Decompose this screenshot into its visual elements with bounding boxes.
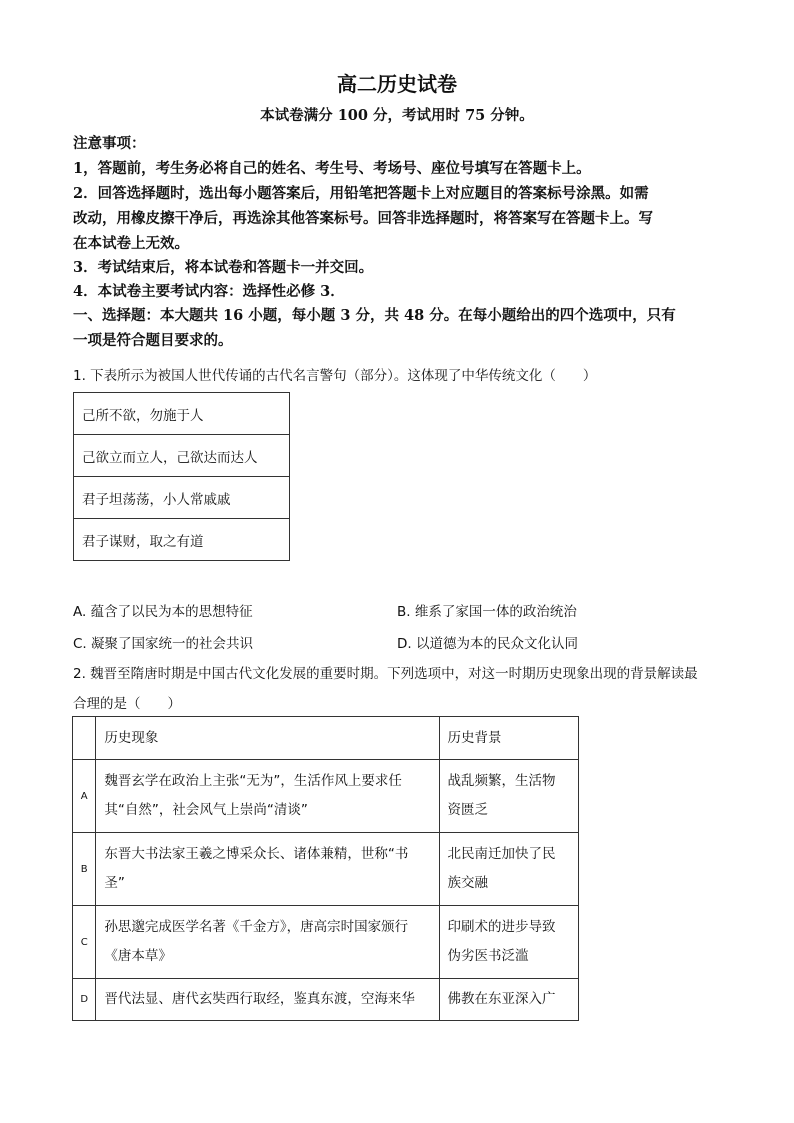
table-row [73, 833, 579, 906]
row-label: C [73, 906, 96, 979]
notice-heading: 注意事项： [73, 135, 146, 152]
row-label: B [73, 833, 96, 906]
row-label: A [73, 760, 96, 833]
section-heading-line-2: 一项是符合题目要求的。 [73, 332, 233, 349]
cell-line: 伪劣医书泛滥 [447, 948, 529, 964]
table-row [74, 519, 290, 561]
question-1-stem: 1. 下表所示为被国人世代传诵的古代名言警句（部分）。这体现了中华传统文化（ ） [73, 368, 597, 384]
notice-item-2-line-2: 改动，用橡皮擦干净后，再选涂其他答案标号。回答非选择题时，将答案写在答题卡上。写 [73, 210, 653, 227]
section-heading-line-1: 一、选择题：本大题共 16 小题，每小题 3 分，共 48 分。在每小题给出的四个选项中，只有 [73, 307, 676, 324]
table-cell: 君子坦荡荡，小人常戚戚 [74, 477, 290, 519]
phenomenon-cell [96, 833, 439, 906]
cell-line: 其“自然”，社会风气上崇尚“清谈” [104, 802, 308, 818]
q1-option-b: B. 维系了家国一体的政治统治 [397, 604, 577, 620]
background-cell: 佛教在东亚深入广 [439, 979, 579, 1021]
row-label: D [73, 979, 96, 1021]
table-row [73, 906, 579, 979]
background-cell [439, 833, 579, 906]
question-2-stem-line-2: 合理的是（ ） [73, 696, 181, 712]
table-cell: 己所不欲，勿施于人 [74, 393, 290, 435]
phenomenon-cell [96, 760, 439, 833]
table-row [73, 760, 579, 833]
notice-item-2-line-3: 在本试卷上无效。 [73, 235, 189, 252]
cell-line: 族交融 [447, 875, 488, 891]
cell-line: 东晋大书法家王羲之博采众长、诸体兼精，世称“书 [104, 846, 409, 862]
cell-line: 北民南迁加快了民 [447, 846, 556, 862]
notice-item-3: 3．考试结束后，将本试卷和答题卡一并交回。 [73, 259, 374, 276]
header-phenomenon: 历史现象 [96, 717, 439, 760]
q1-option-a: A. 蕴含了以民为本的思想特征 [73, 604, 253, 620]
notice-item-2-line-1: 2．回答选择题时，选出每小题答案后，用铅笔把答题卡上对应题目的答案标号涂黑。如需 [73, 185, 649, 202]
table-row [74, 477, 290, 519]
background-cell [439, 760, 579, 833]
table-row [74, 393, 290, 435]
q1-option-d: D. 以道德为本的民众文化认同 [397, 636, 578, 652]
table-cell: 君子谋财，取之有道 [74, 519, 290, 561]
notice-item-4: 4．本试卷主要考试内容：选择性必修 3． [73, 283, 345, 300]
cell-line: 战乱频繁，生活物 [447, 773, 556, 789]
question-2-stem-line-1: 2. 魏晋至隋唐时期是中国古代文化发展的重要时期。下列选项中，对这一时期历史现象出现的背景解读最 [73, 666, 698, 682]
table-cell: 己欲立而立人，己欲达而达人 [74, 435, 290, 477]
phenomenon-cell [96, 906, 439, 979]
cell-line: 印刷术的进步导致 [447, 919, 556, 935]
cell-line: 资匮乏 [447, 802, 488, 818]
page-title: 高二历史试卷 [337, 72, 457, 96]
phenomenon-cell: 晋代法显、唐代玄奘西行取经，鉴真东渡，空海来华 [96, 979, 439, 1021]
cell-line: 圣” [104, 875, 125, 891]
q1-option-c: C. 凝聚了国家统一的社会共识 [73, 636, 254, 652]
cell-line: 魏晋玄学在政治上主张“无为”，生活作风上要求任 [104, 773, 402, 789]
exam-info: 本试卷满分 100 分，考试用时 75 分钟。 [260, 107, 534, 124]
background-cell [439, 906, 579, 979]
cell-line: 孙思邈完成医学名著《千金方》，唐高宗时国家颁行 [104, 919, 409, 935]
notice-item-1: 1，答题前，考生务必将自己的姓名、考生号、考场号、座位号填写在答题卡上。 [73, 160, 591, 177]
quotes-table [73, 392, 290, 561]
table-cell [73, 717, 96, 760]
table-row [74, 435, 290, 477]
table-header-row [73, 717, 579, 760]
background-table [72, 716, 579, 1021]
table-row [73, 979, 579, 1021]
header-background: 历史背景 [439, 717, 579, 760]
cell-line: 《唐本草》 [104, 948, 172, 964]
